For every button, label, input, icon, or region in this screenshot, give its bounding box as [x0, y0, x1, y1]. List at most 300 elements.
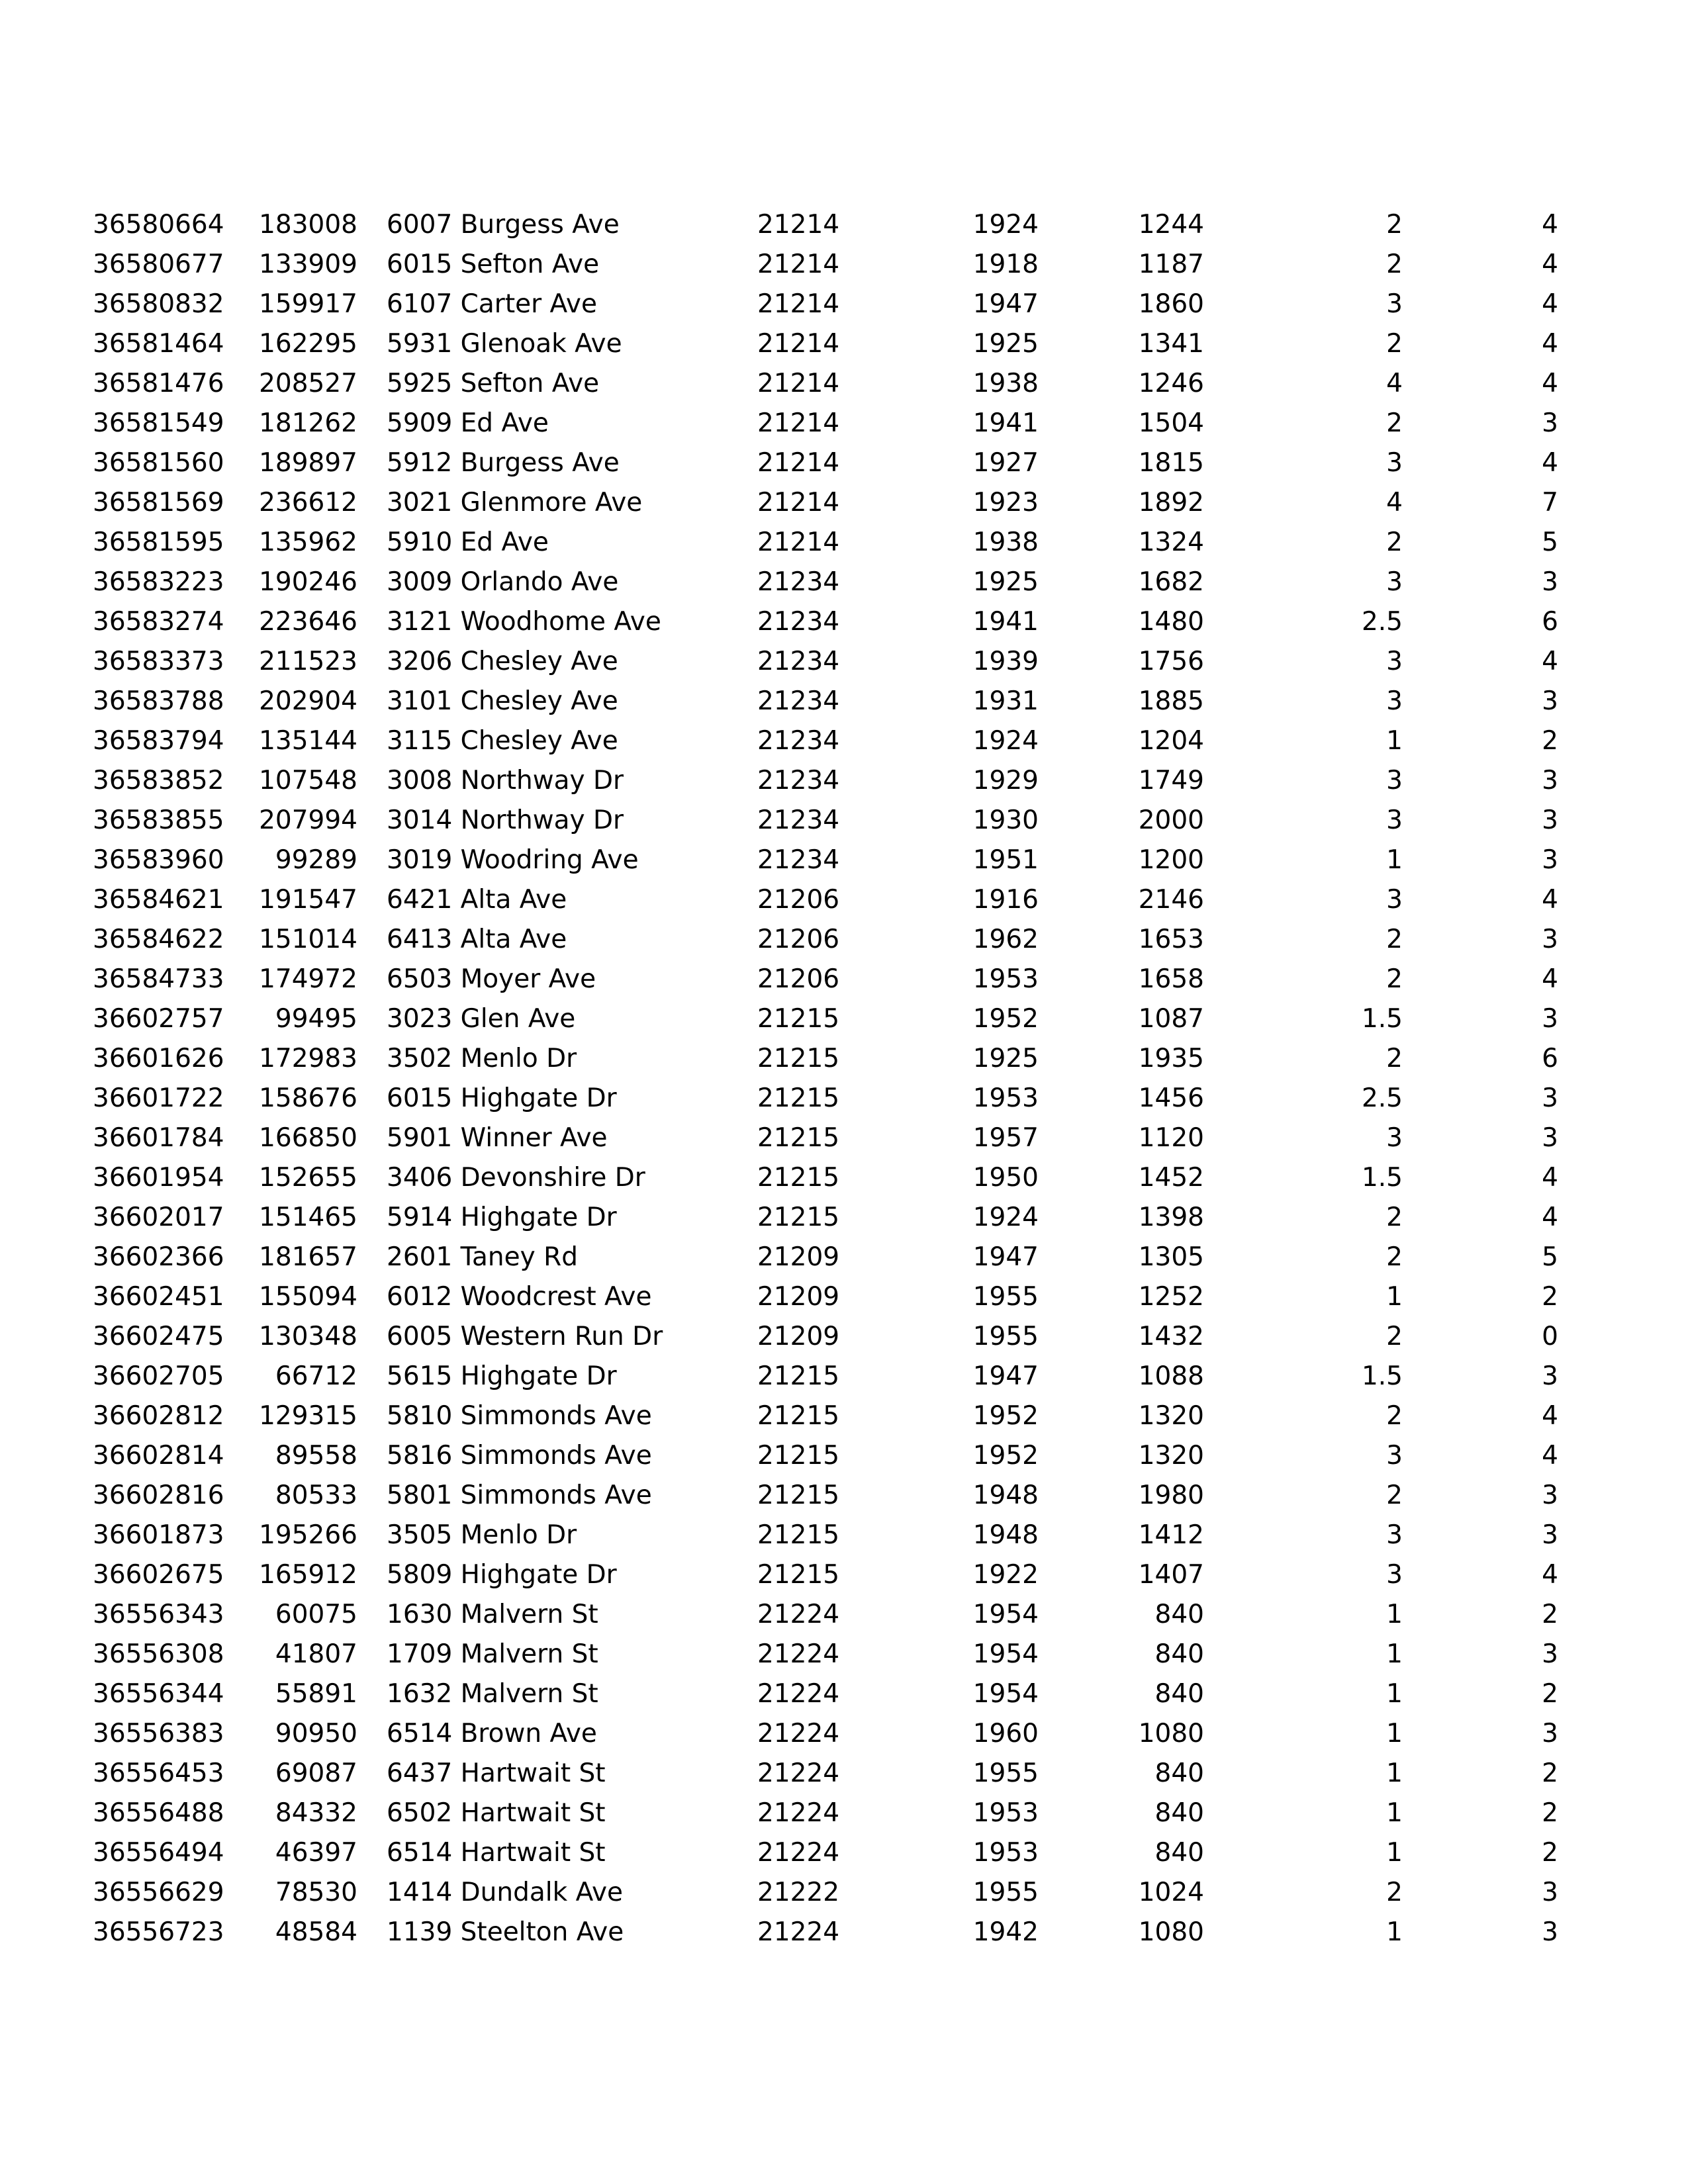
bathrooms-cell: 4 [1386, 488, 1403, 518]
bedrooms-cell: 4 [1542, 964, 1558, 994]
price-cell: 172983 [259, 1044, 357, 1073]
year-built-cell: 1955 [972, 1282, 1039, 1312]
year-built-cell: 1924 [972, 1203, 1039, 1232]
bedrooms-cell: 4 [1542, 250, 1558, 279]
record-id-cell: 36581476 [93, 369, 224, 398]
year-built-cell: 1947 [972, 1361, 1039, 1391]
price-cell: 181262 [259, 408, 357, 438]
bathrooms-cell: 1.5 [1361, 1163, 1403, 1193]
table-row [93, 801, 1558, 841]
bedrooms-cell: 3 [1542, 766, 1558, 796]
address-cell: 5931 Glenoak Ave [387, 329, 622, 359]
price-cell: 189897 [259, 448, 357, 478]
record-id-cell: 36556383 [93, 1719, 224, 1749]
bathrooms-cell: 1 [1386, 1679, 1403, 1709]
price-cell: 162295 [259, 329, 357, 359]
address-cell: 6012 Woodcrest Ave [387, 1282, 652, 1312]
bathrooms-cell: 2 [1386, 1480, 1403, 1510]
zip-cell: 21206 [757, 964, 840, 994]
table-row [93, 404, 1558, 443]
table-row [93, 841, 1558, 880]
price-cell: 60075 [275, 1600, 357, 1629]
bathrooms-cell: 1 [1386, 1838, 1403, 1868]
bedrooms-cell: 5 [1542, 527, 1558, 557]
table-row [93, 999, 1558, 1039]
price-cell: 208527 [259, 369, 357, 398]
square-feet-cell: 1080 [1138, 1917, 1204, 1947]
bathrooms-cell: 3 [1386, 289, 1403, 319]
zip-cell: 21214 [757, 527, 840, 557]
square-feet-cell: 1452 [1138, 1163, 1204, 1193]
address-cell: 6437 Hartwait St [387, 1758, 606, 1788]
table-row [93, 443, 1558, 483]
year-built-cell: 1938 [972, 369, 1039, 398]
table-row [93, 285, 1558, 324]
square-feet-cell: 1412 [1138, 1520, 1204, 1550]
bedrooms-cell: 3 [1542, 567, 1558, 597]
record-id-cell: 36601954 [93, 1163, 224, 1193]
table-row [93, 245, 1558, 285]
table-row [93, 563, 1558, 602]
price-cell: 195266 [259, 1520, 357, 1550]
square-feet-cell: 1935 [1138, 1044, 1204, 1073]
zip-cell: 21234 [757, 567, 840, 597]
bedrooms-cell: 3 [1542, 1719, 1558, 1749]
table-row [93, 364, 1558, 404]
square-feet-cell: 1504 [1138, 408, 1204, 438]
bedrooms-cell: 3 [1542, 1480, 1558, 1510]
record-id-cell: 36556629 [93, 1878, 224, 1907]
zip-cell: 21224 [757, 1719, 840, 1749]
table-row [93, 602, 1558, 642]
bathrooms-cell: 1.5 [1361, 1361, 1403, 1391]
bedrooms-cell: 4 [1542, 210, 1558, 240]
bathrooms-cell: 2 [1386, 925, 1403, 954]
table-row [93, 523, 1558, 563]
bathrooms-cell: 3 [1386, 1441, 1403, 1471]
address-cell: 1709 Malvern St [387, 1639, 598, 1669]
square-feet-cell: 1244 [1138, 210, 1204, 240]
address-cell: 3406 Devonshire Dr [387, 1163, 645, 1193]
address-cell: 5615 Highgate Dr [387, 1361, 617, 1391]
table-row [93, 1913, 1558, 1952]
year-built-cell: 1953 [972, 1083, 1039, 1113]
year-built-cell: 1952 [972, 1401, 1039, 1431]
price-cell: 202904 [259, 686, 357, 716]
bathrooms-cell: 2.5 [1361, 1083, 1403, 1113]
zip-cell: 21215 [757, 1004, 840, 1034]
year-built-cell: 1955 [972, 1322, 1039, 1351]
record-id-cell: 36581560 [93, 448, 224, 478]
address-cell: 3021 Glenmore Ave [387, 488, 643, 518]
zip-cell: 21215 [757, 1441, 840, 1471]
price-cell: 159917 [259, 289, 357, 319]
zip-cell: 21214 [757, 408, 840, 438]
zip-cell: 21214 [757, 329, 840, 359]
bedrooms-cell: 3 [1542, 1639, 1558, 1669]
record-id-cell: 36602675 [93, 1560, 224, 1590]
address-cell: 3023 Glen Ave [387, 1004, 576, 1034]
address-cell: 6007 Burgess Ave [387, 210, 620, 240]
zip-cell: 21215 [757, 1083, 840, 1113]
table-row [93, 1674, 1558, 1714]
record-id-cell: 36602812 [93, 1401, 224, 1431]
price-cell: 48584 [275, 1917, 357, 1947]
year-built-cell: 1948 [972, 1520, 1039, 1550]
address-cell: 5909 Ed Ave [387, 408, 549, 438]
record-id-cell: 36556344 [93, 1679, 224, 1709]
record-id-cell: 36556308 [93, 1639, 224, 1669]
bedrooms-cell: 7 [1542, 488, 1558, 518]
table-row [93, 1794, 1558, 1833]
year-built-cell: 1951 [972, 845, 1039, 875]
price-cell: 99289 [275, 845, 357, 875]
address-cell: 5910 Ed Ave [387, 527, 549, 557]
bathrooms-cell: 2 [1386, 1878, 1403, 1907]
price-cell: 181657 [259, 1242, 357, 1272]
bathrooms-cell: 1 [1386, 845, 1403, 875]
price-cell: 166850 [259, 1123, 357, 1153]
bedrooms-cell: 0 [1542, 1322, 1558, 1351]
bathrooms-cell: 3 [1386, 1560, 1403, 1590]
record-id-cell: 36583960 [93, 845, 224, 875]
record-id-cell: 36601873 [93, 1520, 224, 1550]
bathrooms-cell: 2 [1386, 210, 1403, 240]
zip-cell: 21224 [757, 1758, 840, 1788]
bedrooms-cell: 4 [1542, 1401, 1558, 1431]
bathrooms-cell: 2 [1386, 1203, 1403, 1232]
price-cell: 78530 [275, 1878, 357, 1907]
zip-cell: 21224 [757, 1798, 840, 1828]
square-feet-cell: 1305 [1138, 1242, 1204, 1272]
address-cell: 3101 Chesley Ave [387, 686, 618, 716]
price-cell: 223646 [259, 607, 357, 637]
bedrooms-cell: 6 [1542, 607, 1558, 637]
table-row [93, 1317, 1558, 1357]
square-feet-cell: 1653 [1138, 925, 1204, 954]
table-row [93, 1436, 1558, 1476]
square-feet-cell: 2000 [1138, 805, 1204, 835]
bedrooms-cell: 4 [1542, 289, 1558, 319]
zip-cell: 21224 [757, 1838, 840, 1868]
price-cell: 99495 [275, 1004, 357, 1034]
square-feet-cell: 1756 [1138, 647, 1204, 676]
bathrooms-cell: 1 [1386, 1600, 1403, 1629]
table-row [93, 1396, 1558, 1436]
square-feet-cell: 840 [1154, 1639, 1204, 1669]
year-built-cell: 1927 [972, 448, 1039, 478]
bedrooms-cell: 2 [1542, 1282, 1558, 1312]
price-cell: 151465 [259, 1203, 357, 1232]
square-feet-cell: 1320 [1138, 1401, 1204, 1431]
address-cell: 3502 Menlo Dr [387, 1044, 577, 1073]
table-row [93, 642, 1558, 682]
record-id-cell: 36601626 [93, 1044, 224, 1073]
square-feet-cell: 1080 [1138, 1719, 1204, 1749]
address-cell: 6413 Alta Ave [387, 925, 567, 954]
zip-cell: 21215 [757, 1361, 840, 1391]
square-feet-cell: 840 [1154, 1600, 1204, 1629]
bedrooms-cell: 6 [1542, 1044, 1558, 1073]
table-row [93, 1039, 1558, 1079]
price-cell: 80533 [275, 1480, 357, 1510]
year-built-cell: 1918 [972, 250, 1039, 279]
price-cell: 41807 [275, 1639, 357, 1669]
square-feet-cell: 1892 [1138, 488, 1204, 518]
record-id-cell: 36583223 [93, 567, 224, 597]
table-row [93, 1238, 1558, 1277]
zip-cell: 21215 [757, 1123, 840, 1153]
bathrooms-cell: 2 [1386, 1044, 1403, 1073]
square-feet-cell: 1480 [1138, 607, 1204, 637]
address-cell: 2601 Taney Rd [387, 1242, 578, 1272]
record-id-cell: 36583373 [93, 647, 224, 676]
year-built-cell: 1925 [972, 329, 1039, 359]
address-cell: 6514 Brown Ave [387, 1719, 597, 1749]
zip-cell: 21234 [757, 805, 840, 835]
bedrooms-cell: 4 [1542, 647, 1558, 676]
zip-cell: 21214 [757, 289, 840, 319]
price-cell: 46397 [275, 1838, 357, 1868]
table-row [93, 205, 1558, 245]
square-feet-cell: 1120 [1138, 1123, 1204, 1153]
address-cell: 6421 Alta Ave [387, 885, 567, 915]
year-built-cell: 1939 [972, 647, 1039, 676]
table-row [93, 1555, 1558, 1595]
year-built-cell: 1960 [972, 1719, 1039, 1749]
square-feet-cell: 1252 [1138, 1282, 1204, 1312]
bedrooms-cell: 3 [1542, 845, 1558, 875]
record-id-cell: 36580677 [93, 250, 224, 279]
year-built-cell: 1942 [972, 1917, 1039, 1947]
price-cell: 236612 [259, 488, 357, 518]
bathrooms-cell: 1 [1386, 1639, 1403, 1669]
square-feet-cell: 1432 [1138, 1322, 1204, 1351]
square-feet-cell: 840 [1154, 1679, 1204, 1709]
bathrooms-cell: 3 [1386, 448, 1403, 478]
record-id-cell: 36583852 [93, 766, 224, 796]
year-built-cell: 1941 [972, 408, 1039, 438]
price-cell: 174972 [259, 964, 357, 994]
record-id-cell: 36583788 [93, 686, 224, 716]
year-built-cell: 1954 [972, 1600, 1039, 1629]
square-feet-cell: 1024 [1138, 1878, 1204, 1907]
bedrooms-cell: 4 [1542, 885, 1558, 915]
year-built-cell: 1955 [972, 1758, 1039, 1788]
bedrooms-cell: 5 [1542, 1242, 1558, 1272]
table-row [93, 1635, 1558, 1674]
square-feet-cell: 1200 [1138, 845, 1204, 875]
zip-cell: 21215 [757, 1520, 840, 1550]
price-cell: 151014 [259, 925, 357, 954]
zip-cell: 21234 [757, 726, 840, 756]
table-row [93, 920, 1558, 960]
price-cell: 90950 [275, 1719, 357, 1749]
price-cell: 183008 [259, 210, 357, 240]
table-row [93, 1595, 1558, 1635]
record-id-cell: 36602017 [93, 1203, 224, 1232]
record-id-cell: 36556453 [93, 1758, 224, 1788]
zip-cell: 21214 [757, 448, 840, 478]
year-built-cell: 1962 [972, 925, 1039, 954]
records-body [93, 205, 1558, 1952]
record-id-cell: 36602475 [93, 1322, 224, 1351]
bedrooms-cell: 2 [1542, 726, 1558, 756]
year-built-cell: 1953 [972, 1838, 1039, 1868]
year-built-cell: 1941 [972, 607, 1039, 637]
zip-cell: 21224 [757, 1917, 840, 1947]
table-row [93, 1516, 1558, 1555]
year-built-cell: 1924 [972, 726, 1039, 756]
record-id-cell: 36602366 [93, 1242, 224, 1272]
bedrooms-cell: 3 [1542, 1361, 1558, 1391]
bathrooms-cell: 1 [1386, 1758, 1403, 1788]
zip-cell: 21234 [757, 647, 840, 676]
square-feet-cell: 2146 [1138, 885, 1204, 915]
bedrooms-cell: 2 [1542, 1838, 1558, 1868]
address-cell: 5901 Winner Ave [387, 1123, 608, 1153]
address-cell: 3014 Northway Dr [387, 805, 624, 835]
price-cell: 133909 [259, 250, 357, 279]
year-built-cell: 1931 [972, 686, 1039, 716]
zip-cell: 21234 [757, 845, 840, 875]
record-id-cell: 36556343 [93, 1600, 224, 1629]
zip-cell: 21206 [757, 925, 840, 954]
square-feet-cell: 1187 [1138, 250, 1204, 279]
bathrooms-cell: 2 [1386, 527, 1403, 557]
record-id-cell: 36581549 [93, 408, 224, 438]
bathrooms-cell: 2 [1386, 250, 1403, 279]
square-feet-cell: 1407 [1138, 1560, 1204, 1590]
square-feet-cell: 1815 [1138, 448, 1204, 478]
zip-cell: 21209 [757, 1322, 840, 1351]
address-cell: 5912 Burgess Ave [387, 448, 620, 478]
address-cell: 6015 Highgate Dr [387, 1083, 617, 1113]
address-cell: 3008 Northway Dr [387, 766, 624, 796]
square-feet-cell: 1088 [1138, 1361, 1204, 1391]
square-feet-cell: 1087 [1138, 1004, 1204, 1034]
square-feet-cell: 1980 [1138, 1480, 1204, 1510]
address-cell: 3019 Woodring Ave [387, 845, 639, 875]
square-feet-cell: 840 [1154, 1838, 1204, 1868]
price-cell: 89558 [275, 1441, 357, 1471]
bedrooms-cell: 3 [1542, 805, 1558, 835]
zip-cell: 21224 [757, 1679, 840, 1709]
table-row [93, 1714, 1558, 1754]
address-cell: 1414 Dundalk Ave [387, 1878, 624, 1907]
table-row [93, 761, 1558, 801]
zip-cell: 21224 [757, 1600, 840, 1629]
bathrooms-cell: 1 [1386, 1719, 1403, 1749]
zip-cell: 21234 [757, 607, 840, 637]
square-feet-cell: 1204 [1138, 726, 1204, 756]
address-cell: 1630 Malvern St [387, 1600, 598, 1629]
bathrooms-cell: 2 [1386, 964, 1403, 994]
address-cell: 3505 Menlo Dr [387, 1520, 577, 1550]
zip-cell: 21214 [757, 369, 840, 398]
year-built-cell: 1953 [972, 1798, 1039, 1828]
bedrooms-cell: 4 [1542, 1203, 1558, 1232]
record-id-cell: 36602705 [93, 1361, 224, 1391]
price-cell: 158676 [259, 1083, 357, 1113]
zip-cell: 21214 [757, 488, 840, 518]
price-cell: 155094 [259, 1282, 357, 1312]
square-feet-cell: 1341 [1138, 329, 1204, 359]
address-cell: 3121 Woodhome Ave [387, 607, 661, 637]
zip-cell: 21215 [757, 1480, 840, 1510]
year-built-cell: 1952 [972, 1004, 1039, 1034]
record-id-cell: 36556494 [93, 1838, 224, 1868]
bedrooms-cell: 3 [1542, 925, 1558, 954]
table-row [93, 721, 1558, 761]
square-feet-cell: 1860 [1138, 289, 1204, 319]
record-id-cell: 36601722 [93, 1083, 224, 1113]
table-row [93, 1158, 1558, 1198]
record-id-cell: 36584622 [93, 925, 224, 954]
record-id-cell: 36601784 [93, 1123, 224, 1153]
address-cell: 6005 Western Run Dr [387, 1322, 663, 1351]
bathrooms-cell: 3 [1386, 766, 1403, 796]
record-id-cell: 36556723 [93, 1917, 224, 1947]
address-cell: 3009 Orlando Ave [387, 567, 619, 597]
table-row [93, 1118, 1558, 1158]
zip-cell: 21215 [757, 1401, 840, 1431]
zip-cell: 21209 [757, 1282, 840, 1312]
zip-cell: 21206 [757, 885, 840, 915]
record-id-cell: 36584733 [93, 964, 224, 994]
bedrooms-cell: 4 [1542, 1560, 1558, 1590]
address-cell: 5810 Simmonds Ave [387, 1401, 652, 1431]
bathrooms-cell: 1 [1386, 726, 1403, 756]
bathrooms-cell: 1 [1386, 1917, 1403, 1947]
price-cell: 211523 [259, 647, 357, 676]
square-feet-cell: 1324 [1138, 527, 1204, 557]
price-cell: 69087 [275, 1758, 357, 1788]
record-id-cell: 36602816 [93, 1480, 224, 1510]
year-built-cell: 1947 [972, 1242, 1039, 1272]
record-id-cell: 36581569 [93, 488, 224, 518]
table-row [93, 1357, 1558, 1396]
record-id-cell: 36584621 [93, 885, 224, 915]
record-id-cell: 36556488 [93, 1798, 224, 1828]
address-cell: 6107 Carter Ave [387, 289, 597, 319]
record-id-cell: 36581595 [93, 527, 224, 557]
price-cell: 55891 [275, 1679, 357, 1709]
bathrooms-cell: 2 [1386, 1242, 1403, 1272]
table-row [93, 483, 1558, 523]
table-row [93, 1198, 1558, 1238]
bedrooms-cell: 4 [1542, 1163, 1558, 1193]
zip-cell: 21215 [757, 1044, 840, 1073]
year-built-cell: 1948 [972, 1480, 1039, 1510]
square-feet-cell: 840 [1154, 1798, 1204, 1828]
bathrooms-cell: 3 [1386, 1520, 1403, 1550]
address-cell: 5925 Sefton Ave [387, 369, 600, 398]
bedrooms-cell: 4 [1542, 1441, 1558, 1471]
table-row [93, 1277, 1558, 1317]
bedrooms-cell: 3 [1542, 686, 1558, 716]
address-cell: 6502 Hartwait St [387, 1798, 606, 1828]
table-row [93, 324, 1558, 364]
year-built-cell: 1924 [972, 210, 1039, 240]
square-feet-cell: 840 [1154, 1758, 1204, 1788]
zip-cell: 21234 [757, 686, 840, 716]
bathrooms-cell: 1.5 [1361, 1004, 1403, 1034]
bedrooms-cell: 3 [1542, 1917, 1558, 1947]
record-id-cell: 36580664 [93, 210, 224, 240]
bathrooms-cell: 3 [1386, 686, 1403, 716]
square-feet-cell: 1885 [1138, 686, 1204, 716]
